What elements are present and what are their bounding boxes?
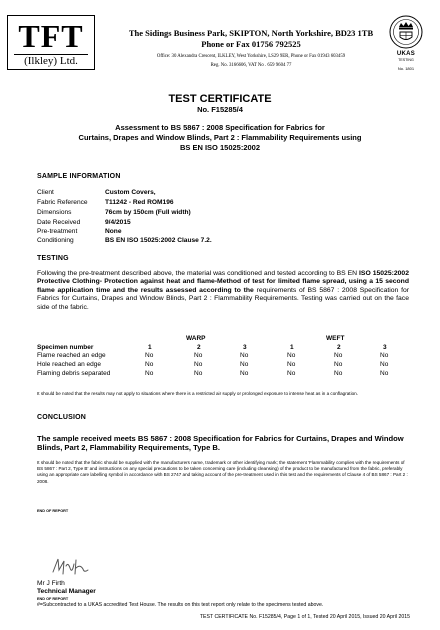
sample-label: Pre-treatment — [37, 228, 78, 235]
sample-value: 76cm by 150cm (Full width) — [105, 209, 191, 216]
result-cell: No — [194, 361, 203, 368]
office-address: Office: 30 Alexandra Crescent, ILKLEY, West Yorkshire, LS29 9ER, Phone or Fax 01943 603459 — [156, 54, 346, 59]
result-cell: No — [334, 352, 343, 359]
sample-value: Custom Covers, — [105, 189, 156, 196]
assessment-line: BS EN ISO 15025:2002 — [179, 143, 261, 152]
sample-label: Date Received — [37, 219, 81, 226]
logo-letters: TFT — [18, 18, 84, 54]
specimen-number: 1 — [290, 344, 294, 351]
ukas-number: No. 1801 — [397, 66, 415, 71]
testing-paragraph — [37, 270, 409, 312]
result-cell: No — [145, 352, 154, 359]
result-cell: No — [287, 370, 296, 377]
sample-info-heading: SAMPLE INFORMATION — [37, 173, 121, 180]
result-cell: No — [145, 370, 154, 377]
result-label: Hole reached an edge — [37, 361, 101, 368]
testing-heading: TESTING — [37, 255, 69, 262]
certificate-number: No. F15285/4 — [197, 105, 243, 114]
result-cell: No — [194, 352, 203, 359]
certificate-title: TEST CERTIFICATE — [168, 93, 272, 105]
result-cell: No — [334, 370, 343, 377]
assessment-line: Assessment to BS 5867 : 2008 Specification for Fabrics for — [115, 123, 325, 132]
sample-value: None — [105, 228, 122, 235]
page-footer: TEST CERTIFICATE No. F15285/4, Page 1 of 1, Tested 20 April 2015, Issued 20 April 2015 — [199, 614, 410, 620]
result-cell: No — [194, 370, 203, 377]
conclusion-note: It should be noted that the fabric should be supplied with the manufacturers name, trademark or other identifying mark; the statement 'Flammability complies with the requirements of BS 5867 : Part 2, Type B' and instructions on any special precautions to be taken concerning care (including cleansing) of the product to be manufactured from the fabric, preferably using an appropriate care labelling symbol in accordance with BS 2747 and taking account of the pre-treatment used in this test and the requirements of Clause 4 of BS 5867 : Part 2 : 2008. — [37, 460, 408, 484]
result-cell: No — [287, 361, 296, 368]
logo-subtitle: (Ilkley) Ltd. — [24, 55, 78, 67]
result-cell: No — [334, 361, 343, 368]
ukas-subtitle: TESTING — [398, 58, 414, 62]
result-cell: No — [380, 352, 389, 359]
specimen-number: 1 — [148, 344, 152, 351]
testing-note: It should be noted that the results may not apply to situations where there is a restricted air supply or prolonged exposure to intense heat as in a conflagration. — [37, 391, 358, 396]
company-phone: Phone or Fax 01756 792525 — [201, 39, 301, 49]
sample-label: Dimensions — [37, 209, 72, 216]
assessment-line: Curtains, Drapes and Window Blinds, Part 2 : Flammability Requirements using — [78, 133, 362, 142]
result-label: Flame reached an edge — [37, 352, 106, 359]
signature-mark — [50, 556, 90, 580]
crown-emblem-icon — [388, 14, 424, 50]
sample-label: Client — [37, 189, 54, 196]
result-cell: No — [287, 352, 296, 359]
signatory-name: Mr J Firth — [37, 580, 65, 587]
result-label: Flaming debris separated — [37, 370, 111, 377]
specimen-number: 2 — [337, 344, 341, 351]
sample-label: Fabric Reference — [37, 199, 88, 206]
company-logo — [7, 15, 95, 70]
testing-text: ISO 15025:2002 Protective Clothing- Protection against heat and flame-Method of test for limited — [37, 270, 409, 286]
testing-text: Following the pre-treatment described above, the material was conditioned and tested according to BS EN — [37, 270, 358, 277]
sample-value: 9/4/2015 — [105, 219, 131, 226]
result-cell: No — [240, 370, 249, 377]
specimen-number: 3 — [383, 344, 387, 351]
company-address: The Sidings Business Park, SKIPTON, North Yorkshire, BD23 1TB — [128, 28, 374, 38]
end-of-report-top: END OF REPORT — [37, 509, 69, 513]
conclusion-heading: CONCLUSION — [37, 414, 87, 421]
result-cell: No — [380, 361, 389, 368]
result-cell: No — [240, 352, 249, 359]
subcontract-note: #=Subcontracted to a UKAS accredited Test House. The results on this test report only relate to the specimens tested above. — [37, 602, 324, 608]
testing-text: requirements of BS 5867 : 2008 Specification for Fabrics for Curtains, Drapes and Window Blinds, Part 2 : Flammability Requirements. Testing was carried out on the face side of the fabric. — [37, 286, 410, 311]
result-cell: No — [380, 370, 389, 377]
result-cell: No — [145, 361, 154, 368]
signatory-role: Technical Manager — [37, 588, 96, 595]
specimen-number: 2 — [197, 344, 201, 351]
specimen-header: Specimen number — [37, 344, 94, 351]
weft-header: WEFT — [326, 335, 345, 342]
ukas-name: UKAS — [396, 51, 416, 57]
testing-text: flame spread, using a 15 second flame application time and the results assessed according to the — [37, 278, 409, 294]
end-of-report-bottom: END OF REPORT — [37, 597, 69, 601]
sample-value: BS EN ISO 15025:2002 Clause 7.2. — [105, 237, 212, 244]
sample-label: Conditioning — [37, 237, 74, 244]
result-cell: No — [240, 361, 249, 368]
specimen-number: 3 — [243, 344, 247, 351]
registration-numbers: Reg. No. 3166606, VAT No . 659 9604 77 — [210, 63, 292, 68]
sample-value: T11242 - Red ROM196 — [105, 199, 174, 206]
conclusion-statement: The sample received meets BS 5867 : 2008 Specification for Fabrics for Curtains, Drapes and Window Blinds, Part 2, Flammability Requirements, Type B. — [37, 434, 404, 453]
ukas-accreditation-mark — [388, 14, 424, 76]
warp-header: WARP — [186, 335, 206, 342]
assessment-statement — [40, 123, 400, 153]
